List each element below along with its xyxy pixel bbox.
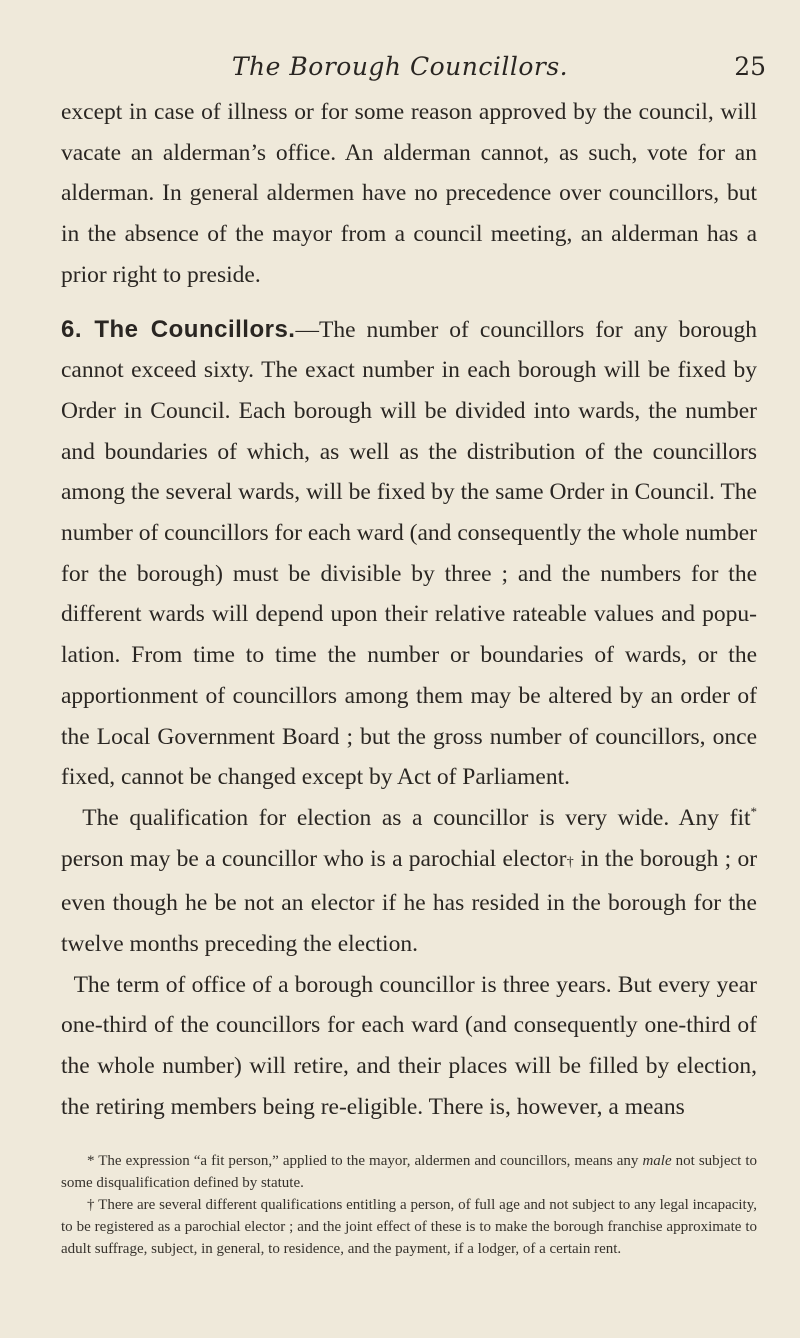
qualification-text-c: in the borough ; or even though he be not an elector if he has resided in the borough for the twelve months preceding the election.: [61, 845, 758, 958]
body-text: [61, 92, 757, 1128]
footnote-ref-1: *: [750, 804, 757, 820]
footnote-1-text-a: The expression “a fit person,” applied to the mayor, aldermen and councillors, means any: [94, 1153, 643, 1169]
term-text: The term of office of a borough councillor is three years. But every year one-third of the councillors for each ward (and consequently one-third of the whole number) will retire, and their places will be filled by election, the retiring members being re-eligible. There is, however, a means: [61, 971, 757, 1120]
footnote-ref-2: †: [566, 854, 575, 870]
qualification-paragraph: [61, 798, 757, 965]
running-head: [0, 44, 800, 84]
section-heading: 6. The Councillors.: [61, 315, 296, 343]
footnote-1-mark: *: [87, 1153, 95, 1169]
footnote-1: [61, 1150, 757, 1194]
qualification-text-b: person may be a councillor who is a parochial elector: [61, 845, 567, 872]
term-paragraph: [61, 965, 757, 1128]
footnote-2-text: There are several different qualifications entitling a person, of full age and not subject to any legal incapacity, to be registered as a parochial elector ; and the joint effect of these is to make the borough franchise approximate to adult suffrage, subject, in general, to residence, and the payment, if a lodger, of a certain rent.: [61, 1197, 757, 1257]
running-title: The Borough Councillors.: [231, 52, 569, 81]
page-number: 25: [734, 52, 766, 81]
footnote-2: [61, 1194, 757, 1260]
footnotes: [61, 1150, 757, 1260]
footnote-1-emphasis: male: [642, 1153, 672, 1169]
qualification-text-a: The qualification for election as a councillor is very wide. Any fit: [82, 804, 751, 831]
section-text: —The number of councillors for any borough cannot exceed sixty. The exact number in each borough will be fixed by Order in Council. Each borough will be divided into wards, the number and boundaries of which, as well as the distribution of the councillors among the several wards, will be fixed by the same Order in Council. The number of councillors for each ward (and consequently the whole number for the borough) must be divisible by three ; and the numbers for the different wards will depend upon their relative rateable values and population. From time to time the number or boundaries of wards, or the apportionment of councillors among them may be altered by an order of the Local Government Board ; but the gross number of councillors, once fixed, cannot be changed except by Act of Parliament.: [61, 316, 757, 791]
section-paragraph: [61, 310, 757, 798]
paragraph-continuation: except in case of illness or for some reason approved by the council, will vacate an alderman’s office. An alderman cannot, as such, vote for an alderman. In general aldermen have no precedence over councillors, but in the absence of the mayor from a council meeting, an alderman has a prior right to preside.: [61, 99, 757, 288]
footnote-2-mark: †: [87, 1197, 95, 1213]
footnote-1-text-b: not subject to some disqualification defined by statute.: [61, 1153, 757, 1191]
